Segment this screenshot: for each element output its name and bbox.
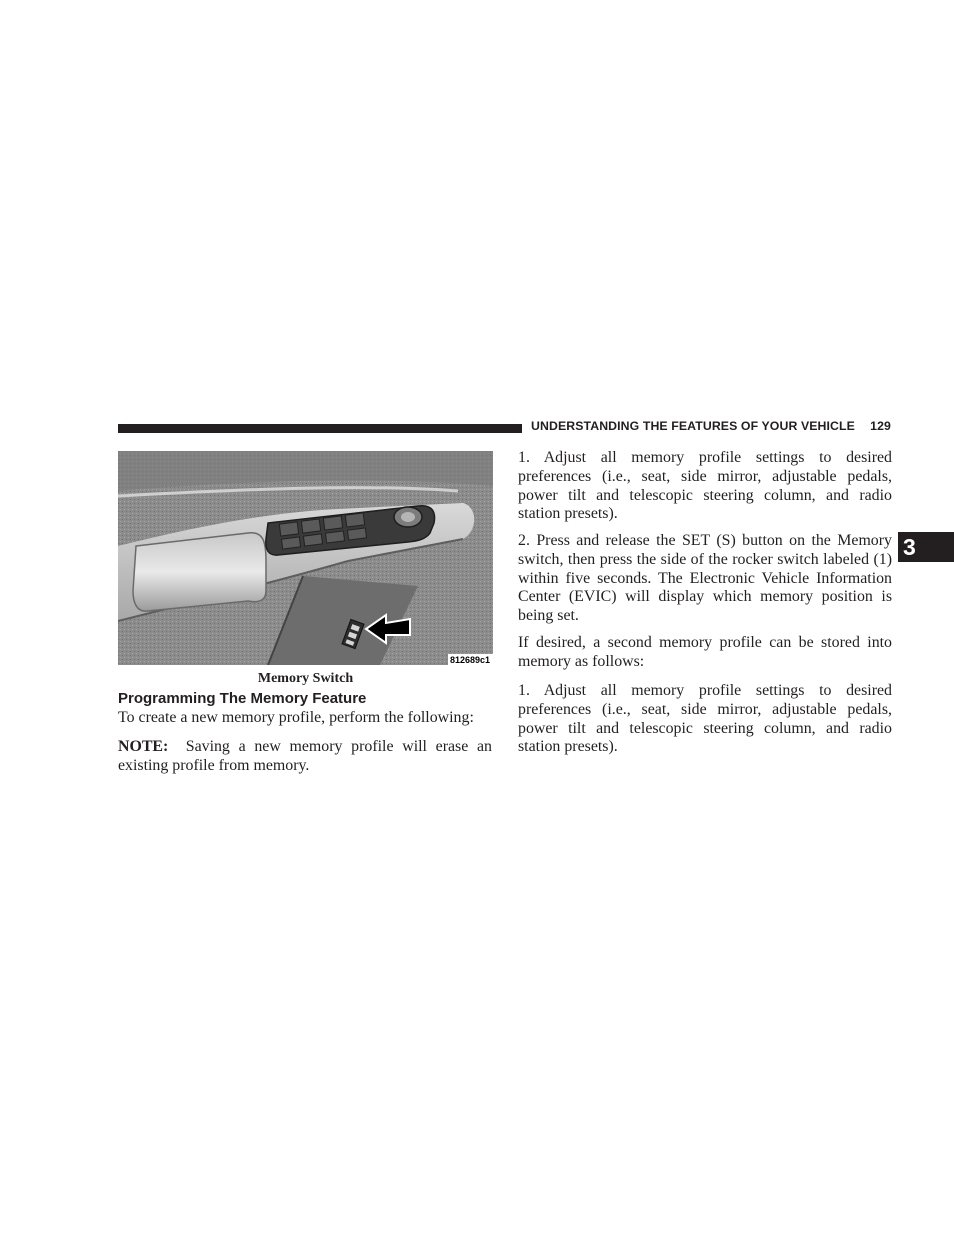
note-text: Saving a new memory profile will erase an existing profile from memory. — [118, 738, 492, 774]
step-1-paragraph: 1. Adjust all memory profile settings to desired preferences (i.e., seat, side mirror, adjustable pedals, power tilt and telescopic steering column, and radio station presets). — [518, 449, 892, 523]
second-profile-paragraph: If desired, a second memory profile can be stored into memory as follows: — [518, 634, 892, 670]
note-label: NOTE: — [118, 738, 169, 755]
memory-switch-photo — [118, 451, 493, 665]
intro-paragraph: To create a new memory profile, perform the following: — [118, 709, 474, 726]
step-2-paragraph: 2. Press and release the SET (S) button on the Memory switch, then press the side of the rocker switch labeled (1) within five seconds. The Electronic Vehicle Information Center (EVIC) will display which memory position is being set. — [518, 532, 892, 625]
figure-caption: Memory Switch — [257, 671, 354, 686]
chapter-tab: 3 — [898, 532, 954, 562]
header-rule — [118, 424, 522, 433]
figure-code: 812689c1 — [449, 655, 491, 665]
step-1-repeat-paragraph: 1. Adjust all memory profile settings to desired preferences (i.e., seat, side mirror, adjustable pedals, power tilt and telescopic steering column, and radio station presets). — [518, 682, 892, 756]
note-paragraph — [118, 738, 492, 776]
running-header — [531, 419, 891, 433]
header-section-title: UNDERSTANDING THE FEATURES OF YOUR VEHICLE — [531, 419, 855, 433]
page-number: 129 — [870, 419, 891, 433]
section-heading: Programming The Memory Feature — [118, 690, 367, 707]
